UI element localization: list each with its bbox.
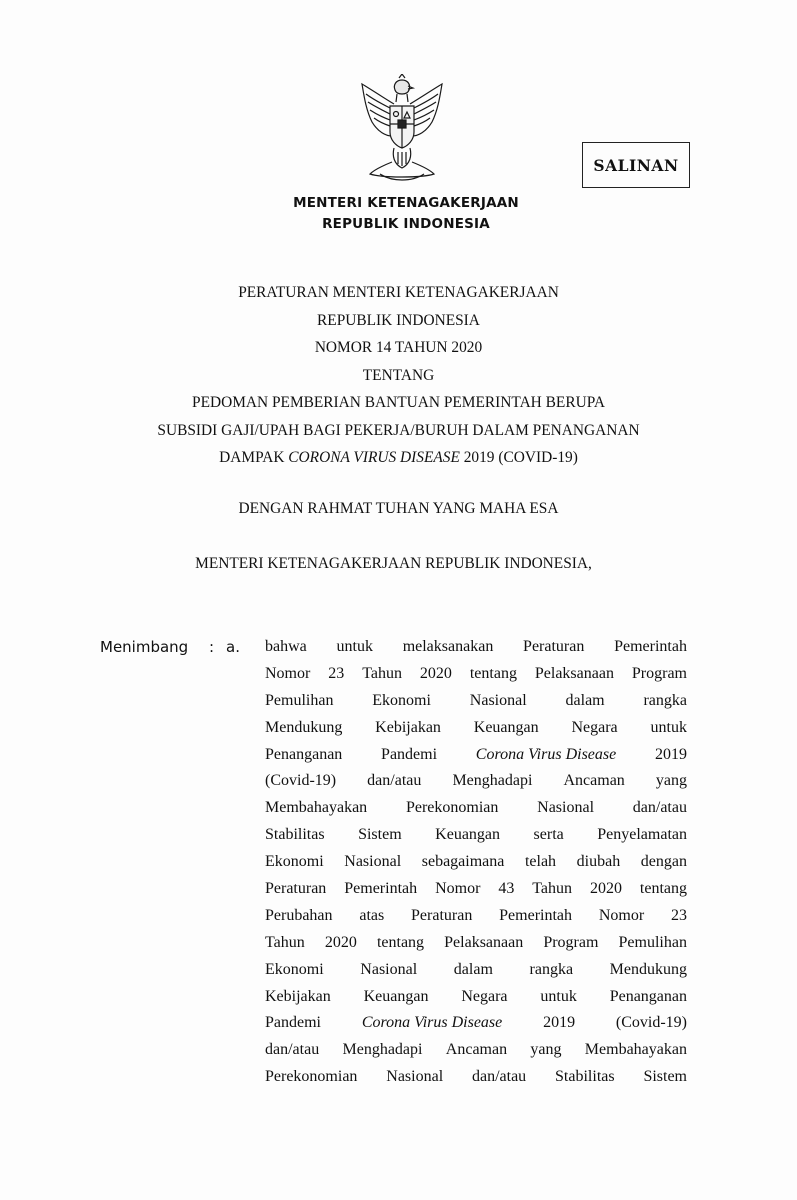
body-word: Ancaman: [563, 772, 625, 790]
menimbang-colon: :: [209, 638, 215, 656]
body-line: [265, 1064, 687, 1091]
ministry-name: MENTERI KETENAGAKERJAAN: [293, 195, 519, 211]
body-word: Nomor: [598, 906, 645, 924]
body-word: Nasional: [469, 691, 527, 709]
body-word: Sistem: [643, 1068, 687, 1086]
body-word: Pemerintah: [499, 906, 573, 924]
body-line: [265, 1037, 687, 1064]
body-word: Tahun: [362, 664, 402, 682]
title-line-3: NOMOR 14 TAHUN 2020: [314, 339, 483, 356]
menimbang-body: [265, 634, 687, 1091]
body-word: atas: [359, 906, 385, 924]
body-word: Corona Virus Disease: [361, 1014, 503, 1032]
body-line: [265, 822, 687, 849]
body-word: Pelaksanaan: [444, 933, 524, 951]
body-word: Pemerintah: [614, 638, 687, 655]
body-word: dalam: [453, 960, 493, 978]
title-line-1: PERATURAN MENTERI KETENAGAKERJAAN: [238, 284, 559, 301]
body-line: [265, 849, 687, 876]
body-word: Program: [631, 664, 687, 682]
body-word: untuk: [336, 638, 373, 655]
body-word: tentang: [469, 664, 517, 682]
body-word: 23: [328, 664, 345, 682]
body-word: Mendukung: [609, 960, 687, 978]
body-word: Corona Virus Disease: [475, 745, 617, 763]
body-line: [265, 715, 687, 742]
body-word: Penyelamatan: [597, 826, 687, 844]
body-word: dan/atau: [265, 1041, 320, 1059]
ministry-header: [250, 193, 562, 235]
body-word: Penanganan: [265, 745, 343, 763]
body-word: Mendukung: [265, 718, 343, 736]
body-word: bahwa: [265, 638, 307, 655]
menimbang-point: a.: [226, 638, 240, 656]
body-word: 23: [670, 906, 687, 924]
body-word: Menghadapi: [452, 772, 533, 790]
title-line-5: PEDOMAN PEMBERIAN BANTUAN PEMERINTAH BERUPA: [192, 394, 605, 411]
body-word: Stabilitas: [555, 1068, 615, 1086]
body-word: Pemerintah: [344, 880, 418, 898]
body-word: yang: [530, 1041, 562, 1059]
body-word: Pemulihan: [618, 933, 687, 951]
body-word: Perekonomian: [405, 799, 499, 817]
body-word: tentang: [376, 933, 425, 951]
garuda-emblem-icon: [352, 74, 452, 186]
body-word: Pandemi: [381, 745, 438, 763]
body-word: dan/atau: [471, 1068, 527, 1086]
body-word: Stabilitas: [265, 826, 325, 844]
body-word: Kebijakan: [265, 987, 331, 1005]
body-word: Membahayakan: [584, 1041, 687, 1059]
body-word: untuk: [540, 987, 577, 1005]
body-word: 2019: [543, 1014, 576, 1032]
body-word: (Covid-19): [265, 772, 337, 790]
body-word: Membahayakan: [265, 799, 368, 817]
body-word: Negara: [461, 987, 508, 1005]
title-line-2: REPUBLIK INDONESIA: [317, 311, 480, 329]
body-word: 2019: [654, 745, 687, 763]
body-word: Ancaman: [445, 1041, 508, 1059]
body-word: Peraturan: [523, 638, 585, 655]
body-word: telah: [524, 853, 557, 871]
body-word: 2020: [324, 933, 357, 951]
body-line: [265, 634, 687, 661]
salinan-stamp: SALINAN: [582, 142, 690, 188]
title-line-4: TENTANG: [362, 366, 435, 384]
body-word: Ekonomi: [372, 691, 431, 709]
body-word: Menghadapi: [342, 1041, 423, 1059]
body-word: serta: [533, 826, 564, 844]
body-word: Penanganan: [609, 987, 687, 1005]
body-line: [265, 768, 687, 795]
body-word: Peraturan: [265, 880, 327, 898]
body-word: rangka: [643, 691, 687, 709]
body-word: Perubahan: [265, 906, 333, 924]
body-line: [265, 688, 687, 715]
body-line: [265, 795, 687, 822]
body-line: [265, 742, 687, 769]
body-word: Nomor: [435, 880, 481, 898]
title-line-7-italic: CORONA VIRUS DISEASE: [288, 449, 460, 466]
body-word: rangka: [529, 960, 574, 978]
body-word: Pandemi: [265, 1014, 321, 1032]
menimbang-label: Menimbang: [100, 638, 189, 656]
body-word: Kebijakan: [375, 718, 441, 736]
body-word: untuk: [650, 718, 687, 736]
title-line-7-post: 2019 (COVID-19): [459, 449, 578, 466]
body-line: [265, 957, 687, 984]
body-word: Program: [543, 933, 599, 951]
body-line: [265, 930, 687, 957]
body-word: Keuangan: [473, 718, 539, 736]
body-line: [265, 903, 687, 930]
body-word: tentang: [639, 880, 687, 898]
body-word: dengan: [640, 853, 687, 871]
body-word: 2020: [419, 664, 452, 682]
body-word: Keuangan: [435, 826, 501, 844]
body-word: Keuangan: [363, 987, 429, 1005]
title-line-7: [60, 444, 737, 472]
body-word: Nasional: [360, 960, 418, 978]
body-line: [265, 876, 687, 903]
body-word: 43: [498, 880, 515, 898]
opening-rahmat: DENGAN RAHMAT TUHAN YANG MAHA ESA: [238, 500, 559, 517]
body-word: Pemulihan: [265, 691, 334, 709]
title-line-7-pre: DAMPAK: [219, 449, 289, 466]
body-line: [265, 984, 687, 1011]
body-word: Peraturan: [411, 906, 473, 924]
body-word: Perekonomian: [265, 1068, 358, 1086]
opening-menteri: MENTERI KETENAGAKERJAAN REPUBLIK INDONESIA,: [195, 555, 592, 572]
ministry-country: REPUBLIK INDONESIA: [322, 216, 490, 232]
regulation-title: [60, 279, 737, 472]
body-word: Pelaksanaan: [534, 664, 614, 682]
body-word: Ekonomi: [265, 960, 324, 978]
body-word: Ekonomi: [265, 853, 324, 871]
body-word: diubah: [576, 853, 621, 871]
body-word: Nasional: [537, 799, 595, 817]
body-word: sebagaimana: [421, 853, 505, 871]
body-word: melaksanakan: [402, 638, 494, 655]
body-word: dan/atau: [632, 799, 687, 817]
body-word: dalam: [565, 691, 605, 709]
body-word: (Covid-19): [615, 1014, 687, 1032]
body-word: Tahun: [265, 933, 305, 951]
body-line: [265, 661, 687, 688]
body-word: Negara: [571, 718, 618, 736]
body-word: 2020: [589, 880, 622, 898]
body-word: Nomor: [265, 664, 311, 682]
title-line-6: SUBSIDI GAJI/UPAH BAGI PEKERJA/BURUH DALAM PENANGANAN: [157, 421, 640, 439]
body-word: Nasional: [344, 853, 402, 871]
body-word: yang: [655, 772, 687, 790]
body-word: dan/atau: [367, 772, 422, 790]
body-word: Nasional: [386, 1068, 444, 1086]
body-word: Sistem: [358, 826, 402, 844]
body-line: [265, 1010, 687, 1037]
body-word: Tahun: [532, 880, 573, 898]
